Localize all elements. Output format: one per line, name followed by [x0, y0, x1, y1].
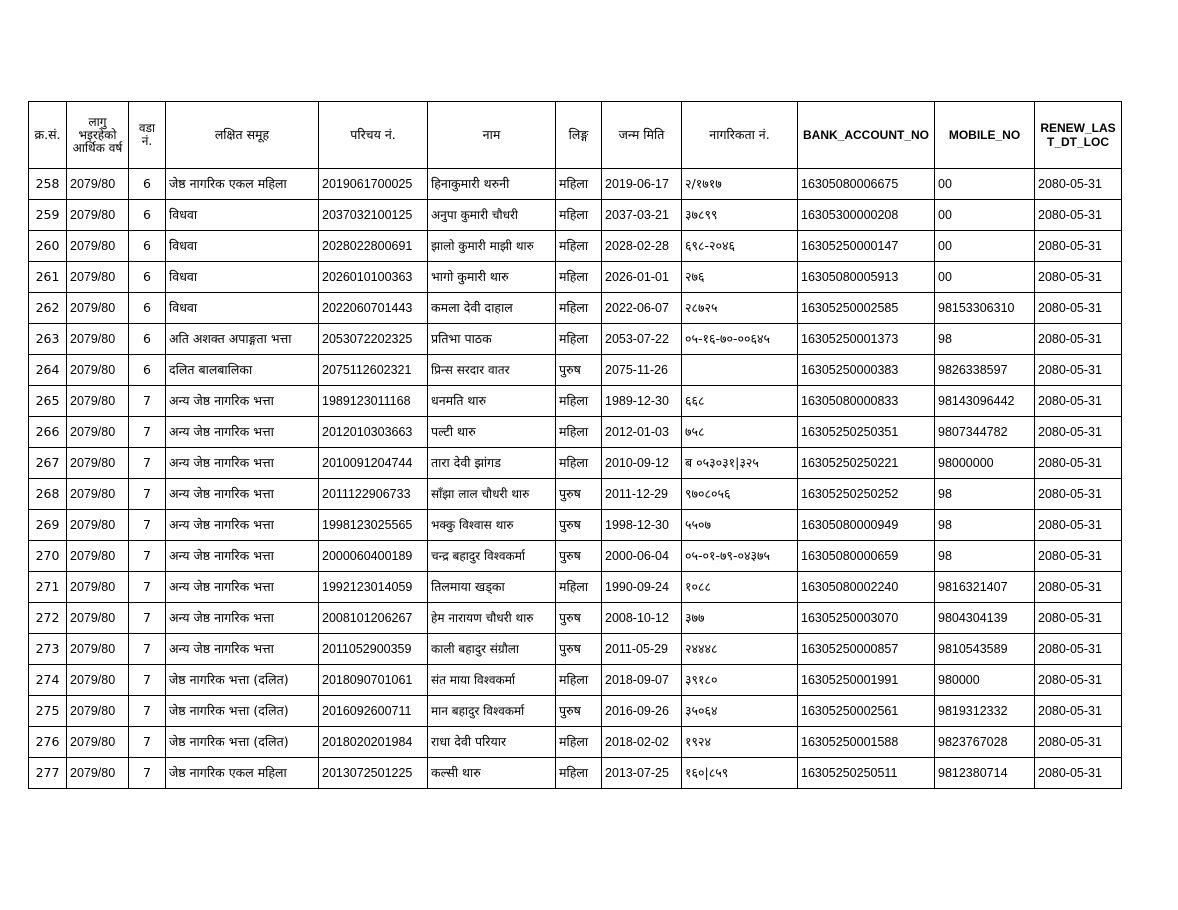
- cell-name: हेम नारायण चौधरी थारु: [428, 603, 556, 634]
- cell-target-group: अन्य जेष्ठ नागरिक भत्ता: [166, 386, 319, 417]
- cell-mobile: 98000000: [935, 448, 1035, 479]
- cell-renew-date: 2080-05-31: [1035, 603, 1122, 634]
- cell-id-number: 2010091204744: [319, 448, 428, 479]
- cell-gender: महिला: [556, 262, 602, 293]
- cell-ward: 6: [129, 355, 166, 386]
- cell-gender: महिला: [556, 417, 602, 448]
- cell-id-number: 2026010100363: [319, 262, 428, 293]
- cell-fiscal-year: 2079/80: [67, 169, 129, 200]
- beneficiary-table: [28, 101, 1122, 789]
- cell-fiscal-year: 2079/80: [67, 696, 129, 727]
- table-row: [29, 169, 1122, 200]
- cell-serial: 259: [29, 200, 67, 231]
- cell-birth-date: 1998-12-30: [602, 510, 682, 541]
- table-row: [29, 293, 1122, 324]
- cell-birth-date: 1990-09-24: [602, 572, 682, 603]
- cell-citizenship-number: १६०|८५९: [682, 758, 798, 789]
- cell-gender: महिला: [556, 169, 602, 200]
- cell-bank-account: 16305250250511: [798, 758, 935, 789]
- cell-birth-date: 2075-11-26: [602, 355, 682, 386]
- cell-mobile: 980000: [935, 665, 1035, 696]
- cell-birth-date: 2011-05-29: [602, 634, 682, 665]
- cell-fiscal-year: 2079/80: [67, 572, 129, 603]
- table-row: [29, 727, 1122, 758]
- cell-name: संत माया विश्वकर्मा: [428, 665, 556, 696]
- cell-fiscal-year: 2079/80: [67, 293, 129, 324]
- cell-mobile: 98153306310: [935, 293, 1035, 324]
- cell-serial: 273: [29, 634, 67, 665]
- cell-renew-date: 2080-05-31: [1035, 448, 1122, 479]
- cell-ward: 6: [129, 293, 166, 324]
- cell-mobile: 00: [935, 262, 1035, 293]
- cell-ward: 7: [129, 448, 166, 479]
- cell-citizenship-number: १०८८: [682, 572, 798, 603]
- cell-citizenship-number: २७६: [682, 262, 798, 293]
- cell-ward: 7: [129, 510, 166, 541]
- cell-fiscal-year: 2079/80: [67, 355, 129, 386]
- cell-mobile: 9807344782: [935, 417, 1035, 448]
- cell-bank-account: 16305250001991: [798, 665, 935, 696]
- cell-ward: 6: [129, 169, 166, 200]
- cell-ward: 7: [129, 572, 166, 603]
- cell-bank-account: 16305250250351: [798, 417, 935, 448]
- cell-id-number: 2075112602321: [319, 355, 428, 386]
- cell-fiscal-year: 2079/80: [67, 665, 129, 696]
- cell-target-group: अन्य जेष्ठ नागरिक भत्ता: [166, 479, 319, 510]
- cell-birth-date: 1989-12-30: [602, 386, 682, 417]
- cell-serial: 276: [29, 727, 67, 758]
- cell-name: पल्टी थारु: [428, 417, 556, 448]
- cell-id-number: 2028022800691: [319, 231, 428, 262]
- cell-citizenship-number: ०५-१६-७०-००६४५: [682, 324, 798, 355]
- cell-birth-date: 2026-01-01: [602, 262, 682, 293]
- cell-bank-account: 16305250001373: [798, 324, 935, 355]
- cell-target-group: जेष्ठ नागरिक एकल महिला: [166, 169, 319, 200]
- cell-gender: महिला: [556, 572, 602, 603]
- header-name: नाम: [428, 102, 556, 169]
- cell-gender: पुरुष: [556, 541, 602, 572]
- cell-mobile: 98: [935, 510, 1035, 541]
- cell-birth-date: 2053-07-22: [602, 324, 682, 355]
- cell-renew-date: 2080-05-31: [1035, 417, 1122, 448]
- cell-gender: महिला: [556, 324, 602, 355]
- cell-renew-date: 2080-05-31: [1035, 324, 1122, 355]
- cell-name: हिनाकुमारी थरुनी: [428, 169, 556, 200]
- cell-serial: 272: [29, 603, 67, 634]
- cell-birth-date: 2018-02-02: [602, 727, 682, 758]
- cell-gender: पुरुष: [556, 355, 602, 386]
- cell-ward: 7: [129, 479, 166, 510]
- cell-birth-date: 2012-01-03: [602, 417, 682, 448]
- cell-serial: 274: [29, 665, 67, 696]
- cell-target-group: विधवा: [166, 262, 319, 293]
- cell-birth-date: 2018-09-07: [602, 665, 682, 696]
- cell-id-number: 2053072202325: [319, 324, 428, 355]
- cell-fiscal-year: 2079/80: [67, 603, 129, 634]
- cell-citizenship-number: ३५०६४: [682, 696, 798, 727]
- cell-target-group: जेष्ठ नागरिक एकल महिला: [166, 758, 319, 789]
- cell-fiscal-year: 2079/80: [67, 727, 129, 758]
- cell-citizenship-number: ३९१८०: [682, 665, 798, 696]
- cell-id-number: 1998123025565: [319, 510, 428, 541]
- cell-birth-date: 2019-06-17: [602, 169, 682, 200]
- table-row: [29, 541, 1122, 572]
- cell-bank-account: 16305300000208: [798, 200, 935, 231]
- cell-name: अनुपा कुमारी चौधरी: [428, 200, 556, 231]
- table-row: [29, 479, 1122, 510]
- cell-citizenship-number: १९२४: [682, 727, 798, 758]
- table-row: [29, 231, 1122, 262]
- cell-target-group: विधवा: [166, 200, 319, 231]
- cell-bank-account: 16305250250221: [798, 448, 935, 479]
- cell-target-group: अन्य जेष्ठ नागरिक भत्ता: [166, 417, 319, 448]
- table-row: [29, 758, 1122, 789]
- cell-gender: पुरुष: [556, 510, 602, 541]
- cell-gender: महिला: [556, 200, 602, 231]
- cell-gender: महिला: [556, 386, 602, 417]
- cell-bank-account: 16305250001588: [798, 727, 935, 758]
- cell-ward: 7: [129, 603, 166, 634]
- cell-target-group: जेष्ठ नागरिक भत्ता (दलित): [166, 696, 319, 727]
- cell-renew-date: 2080-05-31: [1035, 169, 1122, 200]
- table-row: [29, 386, 1122, 417]
- cell-id-number: 2019061700025: [319, 169, 428, 200]
- cell-bank-account: 16305080000659: [798, 541, 935, 572]
- cell-mobile: 98: [935, 541, 1035, 572]
- table-row: [29, 324, 1122, 355]
- cell-gender: पुरुष: [556, 479, 602, 510]
- cell-gender: महिला: [556, 665, 602, 696]
- cell-ward: 7: [129, 696, 166, 727]
- cell-citizenship-number: ब ०५३०३१|३२५: [682, 448, 798, 479]
- cell-name: भक्कु विश्वास थारु: [428, 510, 556, 541]
- cell-fiscal-year: 2079/80: [67, 479, 129, 510]
- cell-serial: 260: [29, 231, 67, 262]
- cell-citizenship-number: ७५८: [682, 417, 798, 448]
- cell-bank-account: 16305250002585: [798, 293, 935, 324]
- cell-serial: 269: [29, 510, 67, 541]
- cell-ward: 6: [129, 262, 166, 293]
- cell-renew-date: 2080-05-31: [1035, 696, 1122, 727]
- cell-citizenship-number: २४४४८: [682, 634, 798, 665]
- cell-mobile: 9826338597: [935, 355, 1035, 386]
- cell-birth-date: 2011-12-29: [602, 479, 682, 510]
- cell-birth-date: 2013-07-25: [602, 758, 682, 789]
- cell-citizenship-number: ६६८: [682, 386, 798, 417]
- cell-name: कल्सी थारु: [428, 758, 556, 789]
- cell-renew-date: 2080-05-31: [1035, 634, 1122, 665]
- cell-ward: 7: [129, 758, 166, 789]
- cell-id-number: 1989123011168: [319, 386, 428, 417]
- cell-mobile: 9810543589: [935, 634, 1035, 665]
- cell-target-group: अन्य जेष्ठ नागरिक भत्ता: [166, 448, 319, 479]
- cell-renew-date: 2080-05-31: [1035, 262, 1122, 293]
- cell-gender: पुरुष: [556, 634, 602, 665]
- cell-birth-date: 2028-02-28: [602, 231, 682, 262]
- table-body: [29, 169, 1122, 789]
- cell-id-number: 2018090701061: [319, 665, 428, 696]
- cell-target-group: अन्य जेष्ठ नागरिक भत्ता: [166, 541, 319, 572]
- cell-birth-date: 2016-09-26: [602, 696, 682, 727]
- table-row: [29, 603, 1122, 634]
- cell-renew-date: 2080-05-31: [1035, 572, 1122, 603]
- beneficiary-table-container: [28, 101, 1121, 789]
- cell-ward: 7: [129, 417, 166, 448]
- cell-name: प्रतिभा पाठक: [428, 324, 556, 355]
- cell-ward: 7: [129, 665, 166, 696]
- cell-name: साँझा लाल चौधरी थारु: [428, 479, 556, 510]
- cell-ward: 6: [129, 324, 166, 355]
- cell-ward: 7: [129, 541, 166, 572]
- cell-citizenship-number: ०५-०१-७९-०४३७५: [682, 541, 798, 572]
- cell-fiscal-year: 2079/80: [67, 510, 129, 541]
- cell-target-group: अन्य जेष्ठ नागरिक भत्ता: [166, 572, 319, 603]
- cell-mobile: 00: [935, 169, 1035, 200]
- cell-target-group: जेष्ठ नागरिक भत्ता (दलित): [166, 665, 319, 696]
- cell-citizenship-number: ३७७: [682, 603, 798, 634]
- table-row: [29, 634, 1122, 665]
- cell-bank-account: 16305250000383: [798, 355, 935, 386]
- cell-mobile: 98: [935, 479, 1035, 510]
- cell-serial: 270: [29, 541, 67, 572]
- cell-name: काली बहादुर संग्रौला: [428, 634, 556, 665]
- cell-id-number: 1992123014059: [319, 572, 428, 603]
- cell-bank-account: 16305250000857: [798, 634, 935, 665]
- cell-bank-account: 16305080002240: [798, 572, 935, 603]
- cell-id-number: 2011122906733: [319, 479, 428, 510]
- cell-fiscal-year: 2079/80: [67, 758, 129, 789]
- cell-bank-account: 16305080000949: [798, 510, 935, 541]
- cell-id-number: 2013072501225: [319, 758, 428, 789]
- cell-target-group: विधवा: [166, 231, 319, 262]
- cell-target-group: अन्य जेष्ठ नागरिक भत्ता: [166, 603, 319, 634]
- cell-gender: महिला: [556, 758, 602, 789]
- cell-fiscal-year: 2079/80: [67, 386, 129, 417]
- cell-target-group: जेष्ठ नागरिक भत्ता (दलित): [166, 727, 319, 758]
- cell-id-number: 2011052900359: [319, 634, 428, 665]
- cell-citizenship-number: २/१७१७: [682, 169, 798, 200]
- header-row: [29, 102, 1122, 169]
- cell-bank-account: 16305250002561: [798, 696, 935, 727]
- cell-mobile: 9804304139: [935, 603, 1035, 634]
- header-fiscal-year: लागु भइरहेको आर्थिक वर्ष: [67, 102, 129, 169]
- cell-target-group: विधवा: [166, 293, 319, 324]
- cell-citizenship-number: [682, 355, 798, 386]
- cell-gender: महिला: [556, 448, 602, 479]
- cell-renew-date: 2080-05-31: [1035, 541, 1122, 572]
- cell-citizenship-number: २८७२५: [682, 293, 798, 324]
- cell-name: तिलमाया खड्का: [428, 572, 556, 603]
- cell-bank-account: 16305250250252: [798, 479, 935, 510]
- table-row: [29, 417, 1122, 448]
- cell-mobile: 9819312332: [935, 696, 1035, 727]
- cell-name: मान बहादुर विश्वकर्मा: [428, 696, 556, 727]
- cell-birth-date: 2008-10-12: [602, 603, 682, 634]
- cell-serial: 277: [29, 758, 67, 789]
- cell-ward: 6: [129, 200, 166, 231]
- cell-renew-date: 2080-05-31: [1035, 200, 1122, 231]
- cell-serial: 258: [29, 169, 67, 200]
- cell-renew-date: 2080-05-31: [1035, 231, 1122, 262]
- cell-serial: 268: [29, 479, 67, 510]
- cell-serial: 271: [29, 572, 67, 603]
- cell-renew-date: 2080-05-31: [1035, 758, 1122, 789]
- cell-citizenship-number: ६९८-२०४६: [682, 231, 798, 262]
- header-ward: वडा नं.: [129, 102, 166, 169]
- cell-renew-date: 2080-05-31: [1035, 386, 1122, 417]
- table-row: [29, 448, 1122, 479]
- header-target-group: लक्षित समूह: [166, 102, 319, 169]
- cell-serial: 266: [29, 417, 67, 448]
- cell-bank-account: 16305250003070: [798, 603, 935, 634]
- cell-id-number: 2012010303663: [319, 417, 428, 448]
- cell-name: झालो कुमारी माझी थारु: [428, 231, 556, 262]
- cell-renew-date: 2080-05-31: [1035, 355, 1122, 386]
- cell-id-number: 2000060400189: [319, 541, 428, 572]
- cell-citizenship-number: ५५०७: [682, 510, 798, 541]
- cell-renew-date: 2080-05-31: [1035, 727, 1122, 758]
- cell-mobile: 9816321407: [935, 572, 1035, 603]
- cell-serial: 262: [29, 293, 67, 324]
- cell-name: प्रिन्स सरदार वातर: [428, 355, 556, 386]
- cell-birth-date: 2022-06-07: [602, 293, 682, 324]
- cell-target-group: अन्य जेष्ठ नागरिक भत्ता: [166, 510, 319, 541]
- cell-mobile: 9823767028: [935, 727, 1035, 758]
- cell-mobile: 00: [935, 200, 1035, 231]
- cell-id-number: 2037032100125: [319, 200, 428, 231]
- cell-fiscal-year: 2079/80: [67, 448, 129, 479]
- cell-fiscal-year: 2079/80: [67, 541, 129, 572]
- cell-mobile: 9812380714: [935, 758, 1035, 789]
- cell-bank-account: 16305080006675: [798, 169, 935, 200]
- cell-serial: 264: [29, 355, 67, 386]
- cell-id-number: 2016092600711: [319, 696, 428, 727]
- cell-gender: महिला: [556, 231, 602, 262]
- cell-renew-date: 2080-05-31: [1035, 479, 1122, 510]
- cell-bank-account: 16305250000147: [798, 231, 935, 262]
- cell-serial: 275: [29, 696, 67, 727]
- cell-id-number: 2018020201984: [319, 727, 428, 758]
- cell-name: राधा देवी परियार: [428, 727, 556, 758]
- cell-serial: 261: [29, 262, 67, 293]
- cell-bank-account: 16305080000833: [798, 386, 935, 417]
- cell-ward: 6: [129, 231, 166, 262]
- cell-target-group: अति अशक्त अपाङ्गता भत्ता: [166, 324, 319, 355]
- table-row: [29, 572, 1122, 603]
- table-row: [29, 665, 1122, 696]
- cell-name: धनमति थारु: [428, 386, 556, 417]
- cell-renew-date: 2080-05-31: [1035, 665, 1122, 696]
- cell-fiscal-year: 2079/80: [67, 231, 129, 262]
- header-citizenship-number: नागरिकता नं.: [682, 102, 798, 169]
- cell-gender: पुरुष: [556, 696, 602, 727]
- cell-birth-date: 2000-06-04: [602, 541, 682, 572]
- header-mobile: MOBILE_NO: [935, 102, 1035, 169]
- cell-birth-date: 2010-09-12: [602, 448, 682, 479]
- header-birth-date: जन्म मिति: [602, 102, 682, 169]
- cell-gender: महिला: [556, 293, 602, 324]
- cell-gender: महिला: [556, 727, 602, 758]
- cell-mobile: 00: [935, 231, 1035, 262]
- cell-serial: 267: [29, 448, 67, 479]
- table-row: [29, 262, 1122, 293]
- cell-target-group: अन्य जेष्ठ नागरिक भत्ता: [166, 634, 319, 665]
- header-serial: क्र.सं.: [29, 102, 67, 169]
- cell-fiscal-year: 2079/80: [67, 262, 129, 293]
- cell-target-group: दलित बालबालिका: [166, 355, 319, 386]
- cell-id-number: 2008101206267: [319, 603, 428, 634]
- cell-renew-date: 2080-05-31: [1035, 293, 1122, 324]
- table-row: [29, 696, 1122, 727]
- header-id-number: परिचय नं.: [319, 102, 428, 169]
- cell-name: भागो कुमारी थारु: [428, 262, 556, 293]
- table-row: [29, 200, 1122, 231]
- cell-ward: 7: [129, 386, 166, 417]
- cell-name: कमला देवी दाहाल: [428, 293, 556, 324]
- header-bank-account: BANK_ACCOUNT_NO: [798, 102, 935, 169]
- cell-bank-account: 16305080005913: [798, 262, 935, 293]
- cell-name: चन्द्र बहादुर विश्वकर्मा: [428, 541, 556, 572]
- cell-mobile: 98143096442: [935, 386, 1035, 417]
- table-row: [29, 355, 1122, 386]
- cell-fiscal-year: 2079/80: [67, 324, 129, 355]
- cell-fiscal-year: 2079/80: [67, 417, 129, 448]
- cell-id-number: 2022060701443: [319, 293, 428, 324]
- cell-citizenship-number: ९७०८०५६: [682, 479, 798, 510]
- table-row: [29, 510, 1122, 541]
- cell-mobile: 98: [935, 324, 1035, 355]
- cell-serial: 265: [29, 386, 67, 417]
- cell-renew-date: 2080-05-31: [1035, 510, 1122, 541]
- header-renew-date: RENEW_LAST_DT_LOC: [1035, 102, 1122, 169]
- cell-birth-date: 2037-03-21: [602, 200, 682, 231]
- cell-ward: 7: [129, 727, 166, 758]
- cell-ward: 7: [129, 634, 166, 665]
- cell-gender: पुरुष: [556, 603, 602, 634]
- header-gender: लिङ्ग: [556, 102, 602, 169]
- cell-fiscal-year: 2079/80: [67, 200, 129, 231]
- cell-citizenship-number: ३७८९९: [682, 200, 798, 231]
- cell-fiscal-year: 2079/80: [67, 634, 129, 665]
- cell-name: तारा देवी झांगड: [428, 448, 556, 479]
- cell-serial: 263: [29, 324, 67, 355]
